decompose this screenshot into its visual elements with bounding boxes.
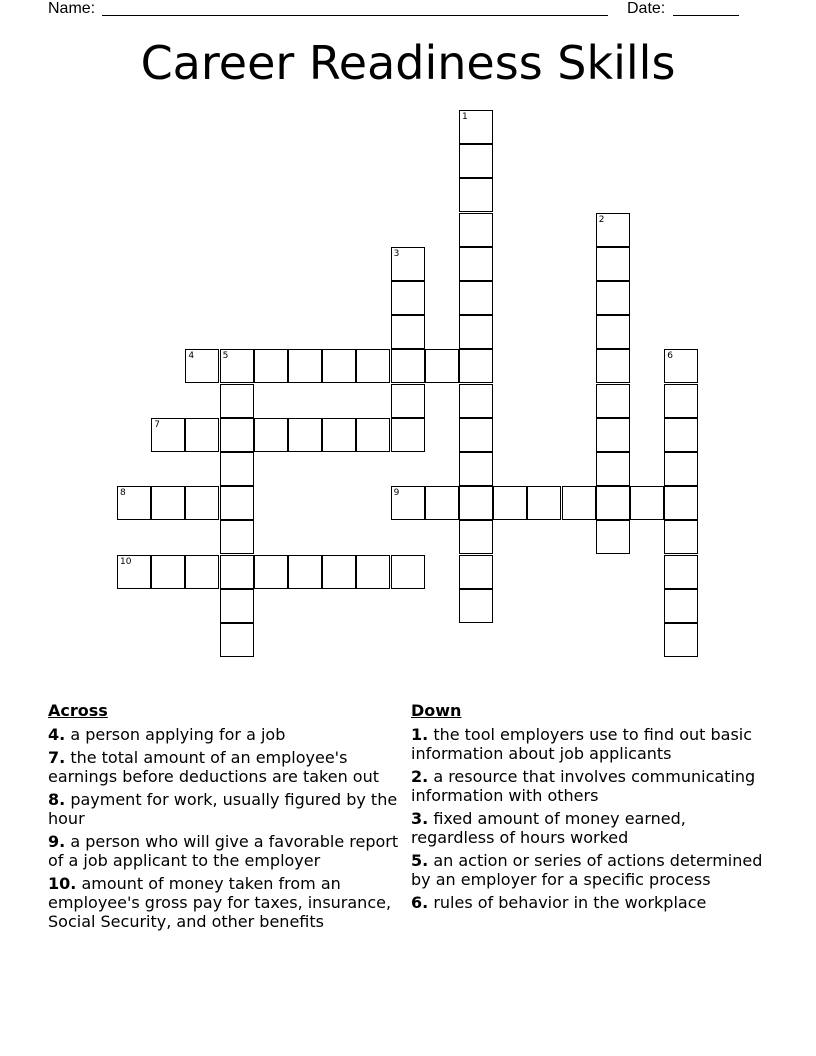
clue-number: 7. — [48, 748, 66, 767]
clue-text: payment for work, usually figured by the hour — [48, 790, 398, 828]
grid-cell[interactable] — [254, 349, 288, 383]
cell-number: 8 — [120, 488, 126, 499]
clue-text: the total amount of an employee's earnings before deductions are taken out — [48, 748, 379, 786]
grid-cell[interactable] — [596, 315, 630, 349]
clue-number: 6. — [411, 893, 429, 912]
grid-cell[interactable] — [596, 349, 630, 383]
grid-cell[interactable] — [185, 486, 219, 520]
grid-cell[interactable] — [391, 315, 425, 349]
grid-cell[interactable] — [459, 315, 493, 349]
grid-cell[interactable] — [322, 349, 356, 383]
clue-number: 3. — [411, 809, 429, 828]
clue-across-7 — [48, 748, 408, 786]
clue-text: an action or series of actions determined by an employer for a specific process — [411, 851, 763, 889]
grid-cell[interactable] — [459, 589, 493, 623]
grid-cell[interactable] — [391, 281, 425, 315]
grid-cell[interactable] — [596, 452, 630, 486]
grid-cell[interactable] — [254, 418, 288, 452]
grid-cell[interactable] — [459, 281, 493, 315]
grid-cell[interactable] — [185, 418, 219, 452]
grid-cell[interactable] — [391, 349, 425, 383]
grid-cell[interactable] — [220, 452, 254, 486]
grid-cell[interactable] — [459, 178, 493, 212]
grid-cell[interactable] — [288, 418, 322, 452]
across-heading: Across — [48, 701, 108, 720]
grid-cell[interactable] — [117, 555, 151, 589]
grid-cell[interactable] — [664, 555, 698, 589]
grid-cell[interactable] — [220, 486, 254, 520]
clue-down-6 — [411, 893, 771, 912]
grid-cell[interactable] — [596, 247, 630, 281]
grid-cell[interactable] — [322, 418, 356, 452]
across-clues — [48, 701, 408, 935]
grid-cell[interactable] — [185, 555, 219, 589]
grid-cell[interactable] — [664, 384, 698, 418]
clue-text: a person who will give a favorable report of a job applicant to the employer — [48, 832, 399, 870]
grid-cell[interactable] — [288, 349, 322, 383]
grid-cell[interactable] — [322, 555, 356, 589]
cell-number: 6 — [667, 351, 673, 362]
clue-number: 9. — [48, 832, 66, 851]
grid-cell[interactable] — [220, 520, 254, 554]
grid-cell[interactable] — [220, 418, 254, 452]
cell-number: 2 — [598, 214, 605, 225]
grid-cell[interactable] — [664, 418, 698, 452]
clue-down-5 — [411, 851, 771, 889]
cell-number: 9 — [393, 488, 400, 499]
grid-cell[interactable] — [459, 452, 493, 486]
cell-number: 5 — [222, 351, 229, 362]
grid-cell[interactable] — [425, 349, 459, 383]
grid-cell[interactable] — [425, 486, 459, 520]
grid-cell[interactable] — [356, 555, 390, 589]
clue-number: 2. — [411, 767, 429, 786]
clue-number: 5. — [411, 851, 429, 870]
grid-cell[interactable] — [562, 486, 596, 520]
cell-number: 10 — [120, 556, 132, 567]
grid-cell[interactable] — [391, 555, 425, 589]
grid-cell[interactable] — [664, 486, 698, 520]
grid-cell[interactable] — [596, 213, 630, 247]
grid-cell[interactable] — [664, 452, 698, 486]
grid-cell[interactable] — [596, 281, 630, 315]
grid-cell[interactable] — [151, 555, 185, 589]
cell-number: 3 — [393, 248, 400, 259]
cell-number: 1 — [462, 112, 468, 122]
clue-text: the tool employers use to find out basic information about job applicants — [411, 725, 753, 763]
clue-number: 4. — [48, 725, 66, 744]
clue-across-4 — [48, 725, 408, 744]
grid-cell[interactable] — [459, 384, 493, 418]
grid-cell[interactable] — [459, 110, 493, 144]
grid-cell[interactable] — [459, 213, 493, 247]
grid-cell[interactable] — [220, 349, 254, 383]
grid-cell[interactable] — [220, 589, 254, 623]
date-label: Date: — [627, 0, 666, 17]
grid-cell[interactable] — [459, 247, 493, 281]
grid-cell[interactable] — [356, 349, 390, 383]
clue-text: a resource that involves communicating information with others — [411, 767, 756, 805]
clue-text: rules of behavior in the workplace — [433, 893, 707, 912]
grid-cell[interactable] — [117, 486, 151, 520]
grid-cell[interactable] — [151, 486, 185, 520]
clue-down-1 — [411, 725, 771, 763]
clue-across-9 — [48, 832, 408, 870]
clue-across-10 — [48, 874, 408, 931]
clue-text: amount of money taken from an employee's gross pay for taxes, insurance, Social Security, and other benefits — [48, 874, 392, 931]
grid-cell[interactable] — [459, 349, 493, 383]
clue-down-2 — [411, 767, 771, 805]
grid-cell[interactable] — [254, 555, 288, 589]
clue-down-3 — [411, 809, 771, 847]
grid-cell[interactable] — [391, 384, 425, 418]
grid-cell[interactable] — [527, 486, 561, 520]
grid-cell[interactable] — [220, 623, 254, 657]
grid-cell[interactable] — [459, 144, 493, 178]
grid-cell[interactable] — [596, 486, 630, 520]
clue-text: fixed amount of money earned, regardless of hours worked — [411, 809, 686, 847]
grid-cell[interactable] — [630, 486, 664, 520]
cell-number: 4 — [188, 351, 195, 362]
cell-number: 7 — [154, 419, 160, 430]
grid-cell[interactable] — [391, 247, 425, 281]
grid-cell[interactable] — [596, 520, 630, 554]
grid-cell[interactable] — [459, 520, 493, 554]
grid-cell[interactable] — [356, 418, 390, 452]
grid-cell[interactable] — [493, 486, 527, 520]
grid-cell[interactable] — [220, 384, 254, 418]
down-heading: Down — [411, 701, 462, 720]
clue-number: 10. — [48, 874, 77, 893]
grid-cell[interactable] — [220, 555, 254, 589]
grid-cell[interactable] — [391, 486, 425, 520]
grid-cell[interactable] — [288, 555, 322, 589]
name-label: Name: — [48, 0, 96, 17]
page-title: Career Readiness Skills — [140, 36, 676, 90]
grid-cell[interactable] — [664, 589, 698, 623]
grid-cell[interactable] — [664, 623, 698, 657]
down-clues — [411, 701, 771, 916]
clue-text: a person applying for a job — [70, 725, 286, 744]
grid-cell[interactable] — [664, 349, 698, 383]
grid-cell[interactable] — [596, 418, 630, 452]
grid-cell[interactable] — [459, 555, 493, 589]
clue-across-8 — [48, 790, 408, 828]
grid-cell[interactable] — [596, 384, 630, 418]
grid-cell[interactable] — [151, 418, 185, 452]
grid-cell[interactable] — [185, 349, 219, 383]
clue-number: 1. — [411, 725, 429, 744]
clue-number: 8. — [48, 790, 66, 809]
grid-cell[interactable] — [459, 418, 493, 452]
grid-cell[interactable] — [391, 418, 425, 452]
grid-cell[interactable] — [664, 520, 698, 554]
grid-cell[interactable] — [459, 486, 493, 520]
